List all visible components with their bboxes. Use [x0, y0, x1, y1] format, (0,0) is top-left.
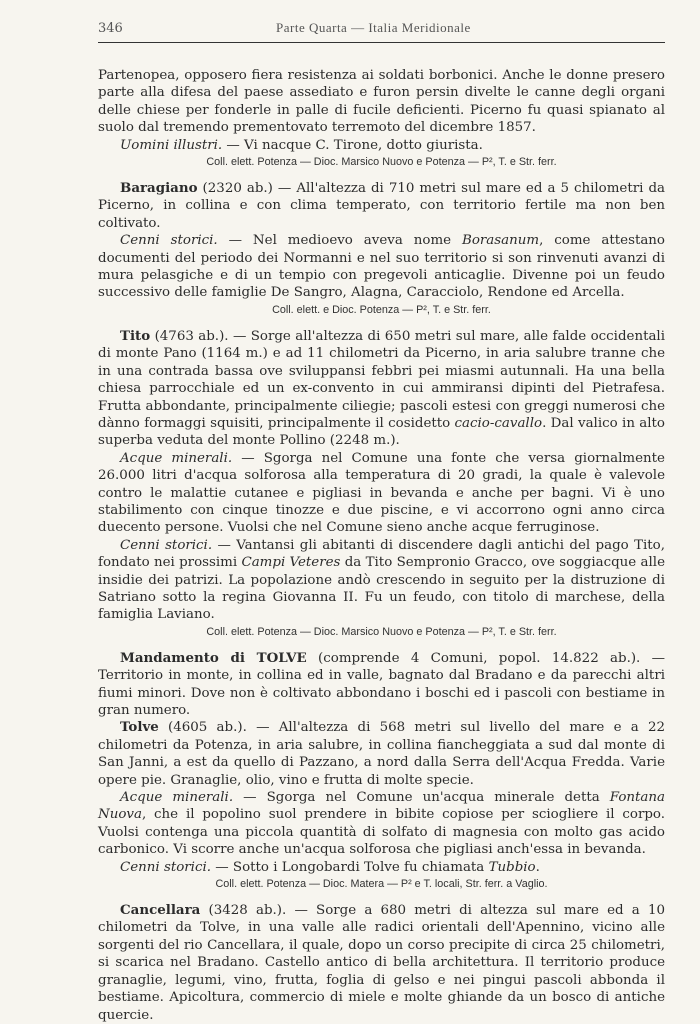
text-run: Partenopea, opposero fiera resistenza ai soldati borbonici. Anche le donne presero parte alla difesa del paese assediato e furon persin divelte le canne degli organi delle chiese per fonderle in palle di fucile deficienti. Picerno fu quasi spianato al suolo dal tremendo prementovato terremoto del dicembre 1857. — [98, 68, 665, 136]
text-run: . — [535, 859, 540, 875]
paragraph — [98, 450, 665, 537]
place-name: Mandamento di TOLVE — [120, 649, 307, 666]
text-run: (2320 ab.) — All'altezza di 710 metri sul mare ed a 5 chilometri da Picerno, in collina e con clima temperato, con territorio fertile ma non ben coltivato. — [98, 181, 665, 231]
italic-term: Tubbio — [488, 859, 536, 875]
text-run: — Sgorga nel Comune una fonte che versa giornalmente 26.000 litri d'acqua solforosa alla temperatura di 20 gradi, la quale è valevole contro le malattie cutanee e pigliasi in bevanda e anche per bagni. Vi è uno stabilimento con cinque tinozze e due piscine, e vi accorrono ogni anno circa duecento persone. Vuolsi che nel Comune sieno anche acque ferruginose. — [98, 450, 665, 536]
header-rule — [98, 42, 665, 43]
page — [98, 20, 665, 1024]
paragraph — [98, 67, 665, 137]
text-run: — Sotto i Longobardi Tolve fu chiamata — [211, 859, 489, 875]
collegio-line: Coll. elett. Potenza — Dioc. Matera — P² e T. locali, Str. ferr. a Vaglio. — [215, 878, 548, 891]
paragraph — [98, 719, 665, 789]
paragraph — [98, 859, 665, 876]
italic-term: Cenni storici. — [120, 859, 211, 875]
place-name: Tolve — [120, 719, 159, 736]
paragraph — [98, 232, 665, 302]
collegio-line: Coll. elett. e Dioc. Potenza — P², T. e Str. ferr. — [272, 303, 491, 316]
page-body — [98, 67, 665, 1024]
paragraph — [98, 328, 665, 450]
text-run: , come attestano documenti del periodo dei Normanni e nel suo territorio si son rinvenuti avanzi di mura pelasgiche e di un tempio con pregevoli anticaglie. Divenne poi un feudo successivo delle famiglie De Sangro, Alagna, Caracciolo, Rendone ed Arcella. — [98, 233, 665, 301]
collegio-line: Coll. elett. Potenza — Dioc. Marsico Nuovo e Potenza — P², T. e Str. ferr. — [206, 625, 557, 638]
text-run: (3428 ab.). — Sorge a 680 metri di altezza sul mare ed a 10 chilometri da Tolve, in una valle alle radici orientali dell'Apennino, vicino alle sorgenti del rio Cancellara, il quale, dopo un corso precipite di circa 25 chilometri, si scarica nel Bradano. Castello antico di bella architettura. Il territorio produce granaglie, legumi, vino, frutta, foglia di gelso e nei pingui pascoli abbonda il bestiame. Apicoltura, commercio di miele e molte ghiande da un bosco di antiche quercie. — [98, 903, 665, 1023]
italic-term: Fontana Nuova — [98, 790, 665, 823]
page-number: 346 — [98, 21, 123, 36]
place-name: Cancellara — [120, 902, 201, 919]
text-run: , che il popolino suol prendere in bibite copiose per sciogliere il corpo. Vuolsi contenga una piccola quantità di solfato di magnesia con molto gas acido carbonico. Vi scorre anche un'acqua solforosa che pigliasi anch'essa in bevanda. — [98, 807, 665, 858]
italic-term: Campi Veteres — [241, 555, 341, 571]
text-run: da Tito Sempronio Gracco, ove soggiacque alle insidie dei patrizi. La popolazione andò crescendo in seguito per la distruzione di Satriano sotto la regina Giovanna II. Fu un feudo, con titolo di marchese, della famiglia Laviano. — [98, 555, 665, 623]
text-run: — Vi nacque C. Tirone, dotto giurista. — [222, 137, 483, 153]
page-header — [98, 20, 665, 42]
italic-term: Acque minerali. — [120, 790, 234, 806]
italic-term: Borasanum — [462, 233, 540, 249]
paragraph — [98, 650, 665, 720]
italic-term: Acque minerali. — [120, 450, 233, 466]
italic-term: Uomini illustri. — [120, 137, 223, 153]
text-run: . Dal valico in alto superba veduta del monte Pollino (2248 m.). — [98, 415, 665, 449]
text-run: — Vantansi gli abitanti di discendere dagli antichi del pago Tito, fondato nei prossimi — [98, 537, 666, 571]
paragraph — [98, 537, 665, 624]
paragraph — [98, 180, 665, 232]
paragraph — [98, 137, 665, 154]
place-name: Baragiano — [120, 180, 198, 197]
place-name: Tito — [120, 327, 151, 344]
text-run: (4605 ab.). — All'altezza di 568 metri sul livello del mare e a 22 chilometri da Potenza, in aria salubre, in collina fiancheggiata a sud dal monte di San Janni, a est da quello di Pazzano, a nord dalla Serra dell'Acqua Fredda. Varie opere pie. Granaglie, olio, vino e frutta di molte specie. — [98, 720, 665, 788]
text-run: — Nel medioevo aveva nome — [217, 233, 462, 249]
paragraph — [98, 789, 665, 859]
text-run: (comprende 4 Comuni, popol. 14.822 ab.). — Territorio in monte, in collina ed in valle, bagnato dal Bradano e da parecchi altri fiumi minori. Dove non è coltivato abbondano i boschi ed i pascoli con bestiame in gran numero. — [98, 650, 666, 718]
text-run: — Sgorga nel Comune un'acqua minerale detta — [233, 790, 610, 806]
running-title: Parte Quarta — Italia Meridionale — [276, 20, 471, 35]
paragraph — [98, 902, 665, 1024]
collegio-line: Coll. elett. Potenza — Dioc. Marsico Nuovo e Potenza — P², T. e Str. ferr. — [206, 156, 557, 169]
italic-term: cacio-cavallo — [454, 415, 543, 431]
italic-term: Cenni storici. — [120, 537, 213, 553]
italic-term: Cenni storici. — [120, 233, 218, 249]
text-run: (4763 ab.). — Sorge all'altezza di 650 metri sul mare, alle falde occidentali di monte Pano (1164 m.) e ad 11 chilometri da Picerno, in aria salubre tranne che in una contrada bassa ove sviluppansi febbri pei miasmi autunnali. Ha una bella chiesa parrocchiale ed un ex-convento in cui ammiransi dipinti del Pietrafesa. Frutta abbondante, principalmente ciliegie; pascoli estesi con greggi numerosi che dànno formaggi squisiti, principalmente il cosidetto — [98, 328, 665, 431]
